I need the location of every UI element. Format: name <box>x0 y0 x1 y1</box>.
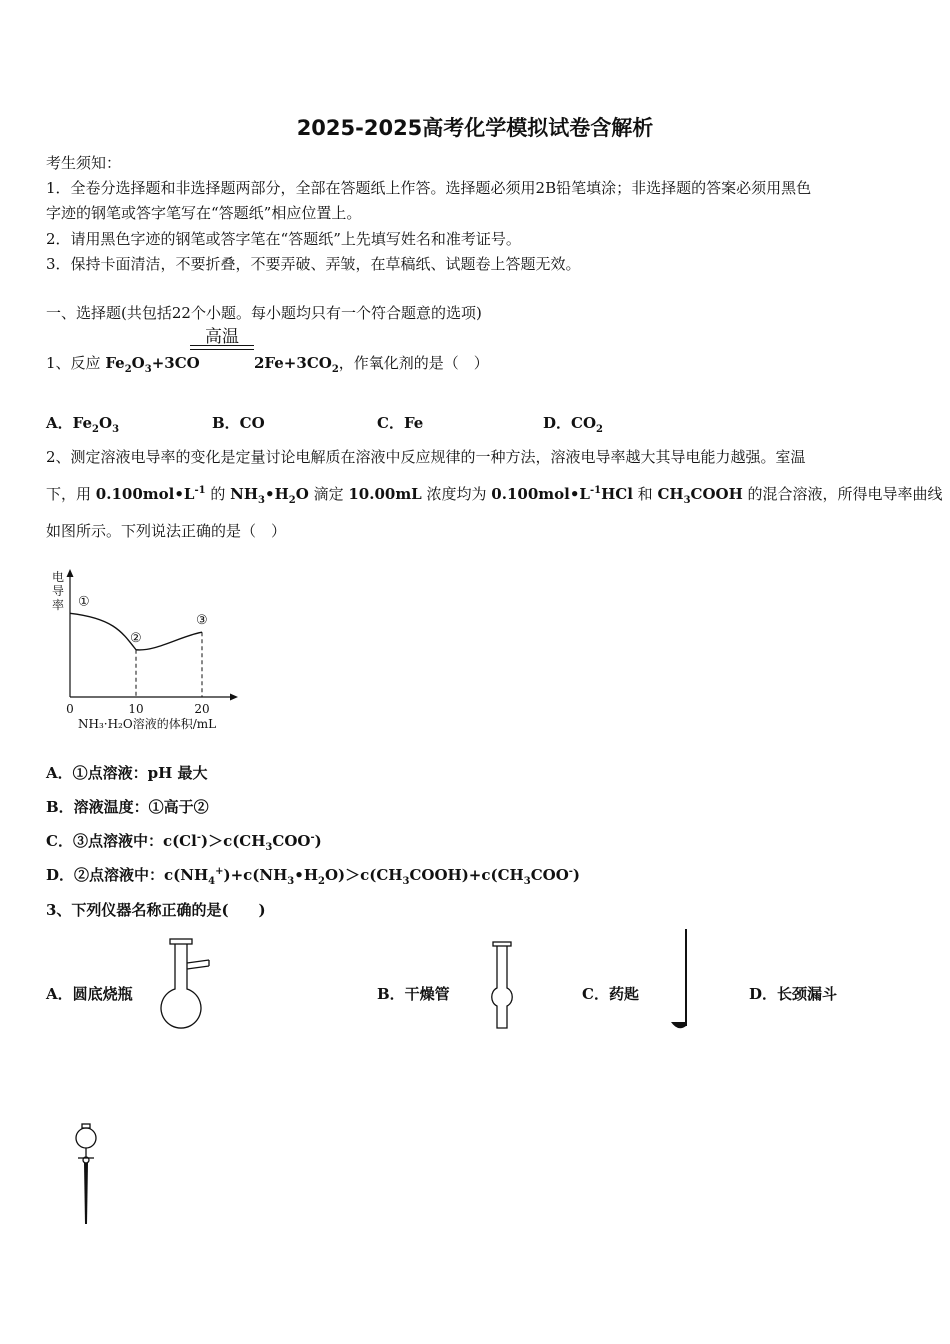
chart-x-axis-arrow <box>230 694 238 701</box>
section-heading: 一、选择题(共包括22个小题。每小题均只有一个符合题意的选项) <box>46 304 482 322</box>
separatory-funnel-icon <box>68 1120 108 1230</box>
medicine-spoon-icon <box>668 926 693 1036</box>
q1-condition: 高温 <box>205 327 239 347</box>
q3-option-c: C．药匙 <box>582 985 639 1003</box>
q1-option-d-label: D． <box>543 414 572 432</box>
notice-item-1: 1．全卷分选择题和非选择题两部分，全部在答题纸上作答。选择题必须用2B铅笔填涂；非选择题的答案必须用黑色 <box>46 179 812 197</box>
chart-point-label-2: ② <box>130 630 142 646</box>
q2-stem-line3: 如图所示。下列说法正确的是（ ） <box>46 522 287 540</box>
q2-option-b: B．溶液温度：①高于② <box>46 798 209 816</box>
chart-x-tick-10: 10 <box>128 702 144 716</box>
q1-option-a-label: A． <box>46 414 73 432</box>
notice-item-3: 3．保持卡面清洁，不要折叠，不要弄破、弄皱，在草稿纸、试题卷上答题无效。 <box>46 255 581 273</box>
drying-tube-icon <box>485 940 520 1035</box>
chart-x-tick-20: 20 <box>194 702 210 716</box>
q1-option-c: C．Fe <box>377 414 424 432</box>
q1-option-b: B．CO <box>212 414 265 432</box>
q2-option-a: A．①点溶液：pH 最大 <box>46 764 208 782</box>
notice-item-1-cont: 字迹的钢笔或答字笔写在“答题纸”相应位置上。 <box>46 204 362 222</box>
q1-stem <box>46 352 200 373</box>
q1-reaction-arrow <box>190 345 254 350</box>
notice-heading: 考生须知： <box>46 154 122 172</box>
chart-xlabel: NH₃·H₂O溶液的体积/mL <box>78 717 217 731</box>
conductivity-chart <box>40 565 250 740</box>
q2-stem-line1: 2、测定溶液电导率的变化是定量讨论电解质在溶液中反应规律的一种方法，溶液电导率越大其导电能力越强。室温 <box>46 448 806 466</box>
q1-option-d: D．$CO_2$ <box>543 414 603 435</box>
distilling-flask-icon <box>150 936 220 1038</box>
chart-x-tick-0: 0 <box>66 702 74 716</box>
chart-ylabel-char-2: 导 <box>52 584 65 598</box>
q1-suffix: ，作氧化剂的是（ ） <box>338 354 489 372</box>
chart-point-label-3: ③ <box>196 613 208 629</box>
notice-item-2: 2．请用黑色字迹的钢笔或答字笔在“答题纸”上先填写姓名和准考证号。 <box>46 230 521 248</box>
q2-option-d: D．②点溶液中：$c(NH_4^+)+c(NH_3•H_2O)>c(CH_3COOH)+c(CH_3COO^-)$ <box>46 866 581 887</box>
q1-option-a: A．$Fe_2O_3$ <box>46 414 120 435</box>
q1-products <box>254 352 489 373</box>
chart-y-axis-arrow <box>67 569 74 577</box>
chart-ylabel-char-1: 电 <box>52 570 65 584</box>
chart-point-label-1: ① <box>78 594 90 610</box>
q2-stem-line2: 下，用 $0.100mol•L^{-1}$ 的 $NH_3•H_2O$ 滴定 10.00mL 浓度均为 $0.100mol•L^{-1}HCl$ 和 $CH_3COOH$ 的混合溶液，所得电导率曲线 <box>46 485 943 506</box>
q1-product-formula: $2Fe+3CO_2$ <box>254 354 339 375</box>
q1-prefix: 1、反应 <box>46 354 106 372</box>
q3-stem: 3、下列仪器名称正确的是( ) <box>46 901 266 919</box>
q3-option-a: A．圆底烧瓶 <box>46 985 133 1003</box>
q3-option-b: B．干燥管 <box>377 985 450 1003</box>
q1-reactants: $Fe_2O_3+3CO$ <box>105 354 200 375</box>
chart-ylabel-char-3: 率 <box>52 598 65 612</box>
q2-option-c: C．③点溶液中：$c(Cl^-)>c(CH_3COO^-)$ <box>46 832 322 853</box>
page-title: 2025-2025高考化学模拟试卷含解析 <box>296 116 654 140</box>
q3-option-d: D．长颈漏斗 <box>749 985 838 1003</box>
